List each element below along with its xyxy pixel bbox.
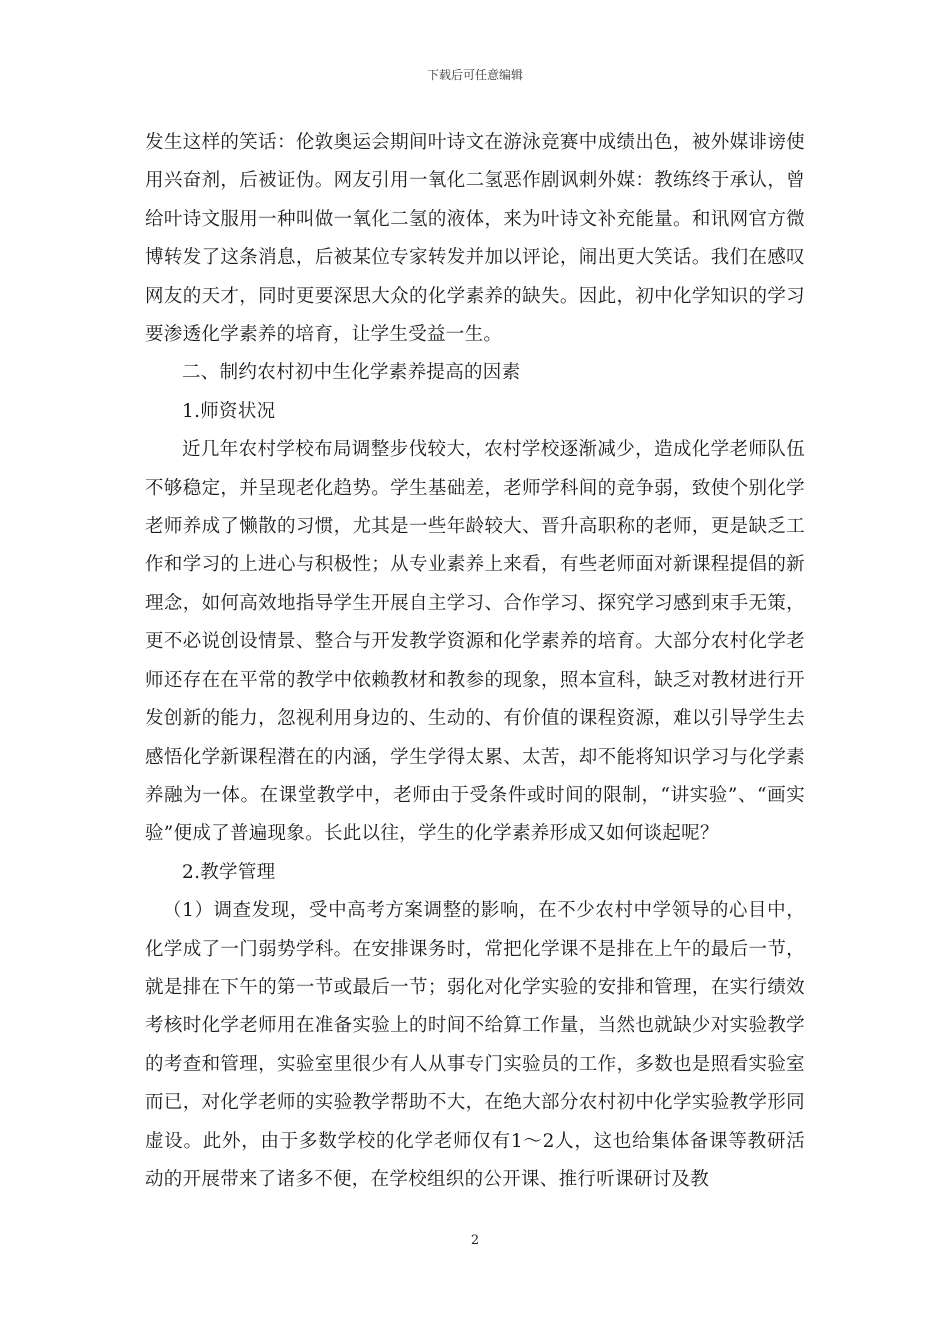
subsection-heading-management: 2.教学管理 (182, 861, 276, 883)
document-body (145, 124, 805, 1199)
page-number: 2 (470, 1233, 480, 1248)
page-header: 下载后可任意编辑 (426, 68, 523, 82)
paragraph-continuation: 发生这样的笑话：伦敦奥运会期间叶诗文在游泳竞赛中成绩出色，被外媒诽谤使用兴奋剂，后被证伪。网友引用一氧化二氢恶作剧讽刺外媒：教练终于承认，曾给叶诗文服用一种叫做一氧化二氢的液体，来为叶诗文补充能量。和讯网官方微博转发了这条消息，后被某位专家转发并加以评论，闹出更大笑话。我们在感叹网友的天才，同时更要深思大众的化学素养的缺失。因此，初中化学知识的学习要渗透化学素养的培育，让学生受益一生。 (145, 132, 805, 346)
section-heading: 二、制约农村初中生化学素养提高的因素 (182, 362, 521, 384)
paragraph-management: （1）调查发现，受中高考方案调整的影响，在不少农村中学领导的心目中，化学成了一门弱势学科。在安排课务时，常把化学课不是排在上午的最后一节，就是排在下午的第一节或最后一节；弱化对化学实验的安排和管理，在实行绩效考核时化学老师用在准备实验上的时间不给算工作量，当然也就缺少对实验教学的考查和管理，实验室里很少有人从事专门实验员的工作，多数也是照看实验室而已，对化学老师的实验教学帮助不大，在绝大部分农村初中化学实验教学形同虚设。此外，由于多数学校的化学老师仅有1～2人，这也给集体备课等教研活动的开展带来了诸多不便，在学校组织的公开课、推行听课研讨及教 (145, 900, 805, 1190)
subsection-heading-teachers: 1.师资状况 (182, 400, 276, 422)
paragraph-teachers: 近几年农村学校布局调整步伐较大，农村学校逐渐减少，造成化学老师队伍不够稳定，并呈现老化趋势。学生基础差，老师学科间的竞争弱，致使个别化学老师养成了懒散的习惯，尤其是一些年龄较大、晋升高职称的老师，更是缺乏工作和学习的上进心与积极性；从专业素养上来看，有些老师面对新课程提倡的新理念，如何高效地指导学生开展自主学习、合作学习、探究学习感到束手无策，更不必说创设情景、整合与开发教学资源和化学素养的培育。大部分农村化学老师还存在在平常的教学中依赖教材和教参的现象，照本宣科，缺乏对教材进行开发创新的能力，忽视利用身边的、生动的、有价值的课程资源，难以引导学生去感悟化学新课程潜在的内涵，学生学得太累、太苦，却不能将知识学习与化学素养融为一体。在课堂教学中，老师由于受条件或时间的限制，“讲实验”、“画实验”便成了普遍现象。长此以往，学生的化学素养形成又如何谈起呢？ (145, 439, 805, 845)
